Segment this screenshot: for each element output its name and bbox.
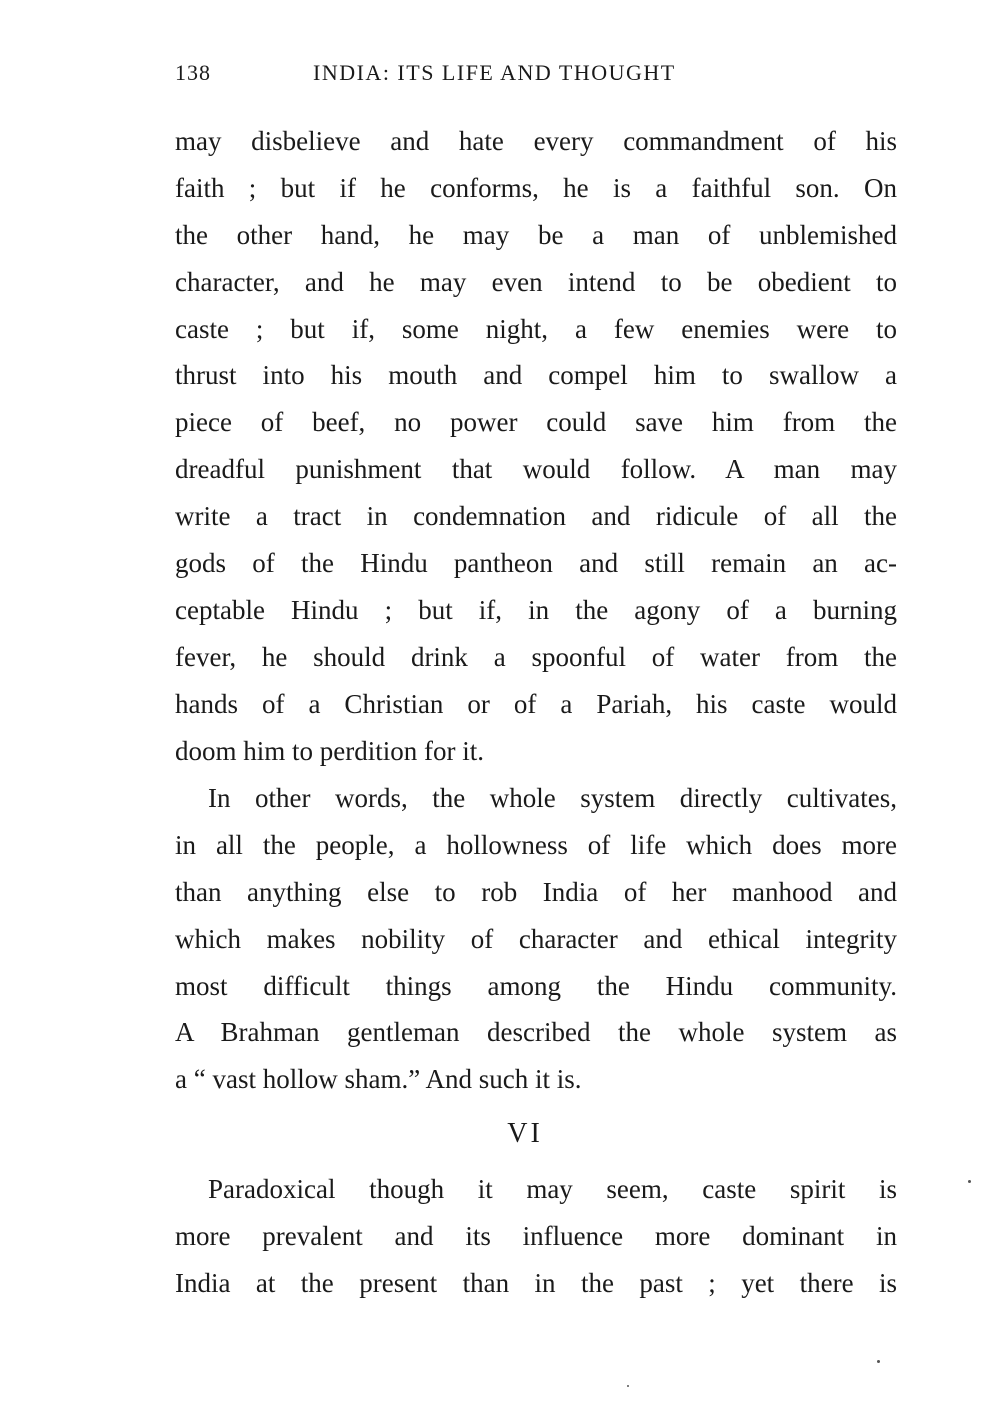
scan-speck <box>877 1360 880 1363</box>
running-head <box>175 60 900 96</box>
text-line: write a tract in condemnation and ridicule of all the <box>175 501 897 532</box>
page-number: 138 <box>175 60 211 85</box>
text-line: a “ vast hollow sham.” And such it is. <box>175 1064 582 1095</box>
text-line: Paradoxical though it may seem, caste spirit is <box>208 1174 897 1204</box>
text-line: faith ; but if he conforms, he is a faithful son. On <box>175 172 897 203</box>
text-line: In other words, the whole system directly cultivates, <box>208 783 897 813</box>
section-heading: VI <box>507 1118 543 1149</box>
text-line: hands of a Christian or of a Pariah, his caste would <box>175 688 897 719</box>
text-line: doom him to perdition for it. <box>175 735 484 766</box>
scan-speck <box>968 1180 971 1183</box>
text-line: gods of the Hindu pantheon and still remain an ac- <box>175 548 897 579</box>
text-line: may disbelieve and hate every commandment of his <box>175 126 897 156</box>
text-line: most difficult things among the Hindu community. <box>175 970 897 1001</box>
text-line: which makes nobility of character and ethical integrity <box>175 923 897 954</box>
text-line: caste ; but if, some night, a few enemies were to <box>175 313 897 344</box>
text-line: fever, he should drink a spoonful of water from the <box>175 641 897 672</box>
text-line: piece of beef, no power could save him from the <box>175 407 897 438</box>
text-line: thrust into his mouth and compel him to swallow a <box>175 360 897 391</box>
text-line: the other hand, he may be a man of unblemished <box>175 219 897 250</box>
scan-speck <box>627 1385 629 1387</box>
paragraph-3 <box>175 1166 897 1307</box>
text-line: than anything else to rob India of her manhood and <box>175 876 897 907</box>
text-line: ceptable Hindu ; but if, in the agony of a burning <box>175 594 897 625</box>
text-line: in all the people, a hollowness of life which does more <box>175 829 897 860</box>
text-line: A Brahman gentleman described the whole system as <box>175 1017 897 1048</box>
paragraph-2 <box>175 775 897 1103</box>
paragraph-1 <box>175 118 897 774</box>
text-line: character, and he may even intend to be obedient to <box>175 266 897 297</box>
text-line: India at the present than in the past ; yet there is <box>175 1267 897 1298</box>
text-line: more prevalent and its influence more dominant in <box>175 1220 897 1251</box>
running-title: INDIA: ITS LIFE AND THOUGHT <box>313 60 676 85</box>
text-line: dreadful punishment that would follow. A man may <box>175 454 897 485</box>
